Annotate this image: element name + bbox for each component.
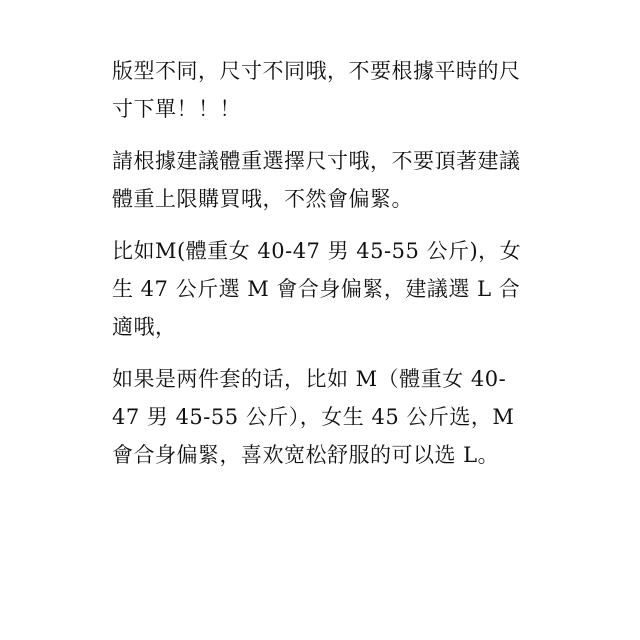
- paragraph-sizing-warning: 版型不同，尺寸不同哦，不要根據平時的尺寸下單！！！: [112, 59, 521, 121]
- paragraph-example-m-size: 比如M(體重女 40-47 男 45-55 公斤)，女生 47 公斤選 M 會合身偏緊，建議選 L 合適哦，: [112, 239, 522, 339]
- paragraph-weight-advice: 請根據建議體重選擇尺寸哦，不要頂著建議體重上限購買哦，不然會偏緊。: [112, 149, 521, 211]
- paragraph-two-piece-set: 如果是两件套的话，比如 M（體重女 40-47 男 45-55 公斤），女生 45 公斤选，M 會合身偏緊，喜欢宽松舒服的可以选 L。: [112, 367, 515, 467]
